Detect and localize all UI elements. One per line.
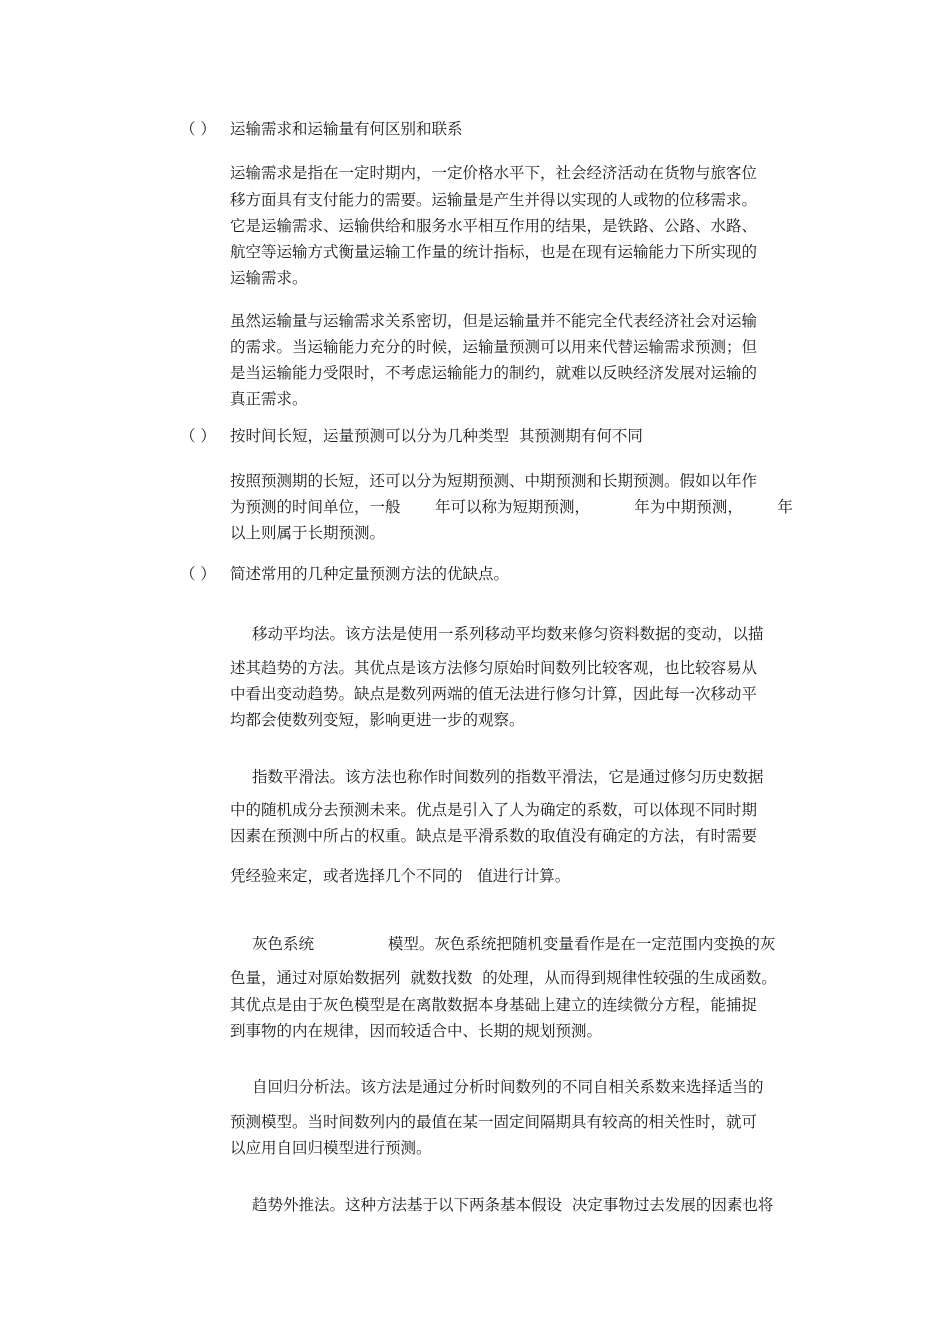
method-line: 其优点是由于灰色模型是在离散数据本身基础上建立的连续微分方程，能捕捉 [230,996,758,1014]
method-first-line: 趋势外推法。这种方法基于以下两条基本假设 决定事物过去发展的因素也将 [252,1196,774,1214]
paragraph-line: 是当运输能力受限时，不考虑运输能力的制约，就难以反映经济发展对运输的 [230,364,758,382]
paragraph-line: 运输需求是指在一定时期内，一定价格水平下，社会经济活动在货物与旅客位 [230,164,758,182]
method-line: 中看出变动趋势。缺点是数列两端的值无法进行修匀计算，因此每一次移动平 [230,685,758,703]
paragraph-line: 虽然运输量与运输需求关系密切，但是运输量并不能完全代表经济社会对运输 [230,312,758,330]
method-line: 以应用自回归模型进行预测。 [230,1139,432,1157]
section-marker: （ ） [180,565,216,583]
paragraph-line: 按照预测期的长短，还可以分为短期预测、中期预测和长期预测。假如以年作 [230,472,758,490]
method-line: 中的随机成分去预测未来。优点是引入了人为确定的系数，可以体现不同时期 [230,801,758,819]
section-marker: （ ） [180,427,216,445]
method-line: 因素在预测中所占的权重。缺点是平滑系数的取值没有确定的方法，有时需要 [230,827,758,845]
method-line: 凭经验来定，或者选择几个不同的 值进行计算。 [230,867,571,885]
paragraph-line: 移方面具有支付能力的需要。运输量是产生并得以实现的人或物的位移需求。 [230,191,758,209]
paragraph-line: 的需求。当运输能力充分的时候，运输量预测可以用来代替运输需求预测；但 [230,338,758,356]
paragraph-line: 航空等运输方式衡量运输工作量的统计指标，也是在现有运输能力下所实现的 [230,243,758,261]
paragraph-line: 它是运输需求、运输供给和服务水平相互作用的结果，是铁路、公路、水路、 [230,217,758,235]
method-first-line: 自回归分析法。该方法是通过分析时间数列的不同自相关系数来选择适当的 [252,1078,764,1096]
method-first-line: 指数平滑法。该方法也称作时间数列的指数平滑法，它是通过修匀历史数据 [252,768,764,786]
section-heading: 运输需求和运输量有何区别和联系 [230,120,463,138]
paragraph-line: 运输需求。 [230,269,308,287]
section-heading: 简述常用的几种定量预测方法的优缺点。 [230,565,510,583]
method-line: 预测模型。当时间数列内的最值在某一固定间隔期具有较高的相关性时，就可 [230,1113,758,1131]
method-line: 色量，通过对原始数据列 就数找数 的处理，从而得到规律性较强的生成函数。 [230,969,777,987]
section-marker: （ ） [180,120,216,138]
paragraph-line: 以上则属于长期预测。 [230,524,386,542]
method-first-line: 灰色系统 模型。灰色系统把随机变量看作是在一定范围内变换的灰 [252,935,776,953]
paragraph-line: 为预测的时间单位，一般 年可以称为短期预测， 年为中期预测， 年 [230,498,793,516]
method-first-line: 移动平均法。该方法是使用一系列移动平均数来修匀资料数据的变动，以描 [252,625,764,643]
section-heading: 按时间长短，运量预测可以分为几种类型 其预测期有何不同 [230,427,643,445]
method-line: 均都会使数列变短，影响更进一步的观察。 [230,711,525,729]
method-line: 到事物的内在规律，因而较适合中、长期的规划预测。 [230,1022,603,1040]
method-line: 述其趋势的方法。其优点是该方法修匀原始时间数列比较客观，也比较容易从 [230,659,758,677]
paragraph-line: 真正需求。 [230,390,308,408]
